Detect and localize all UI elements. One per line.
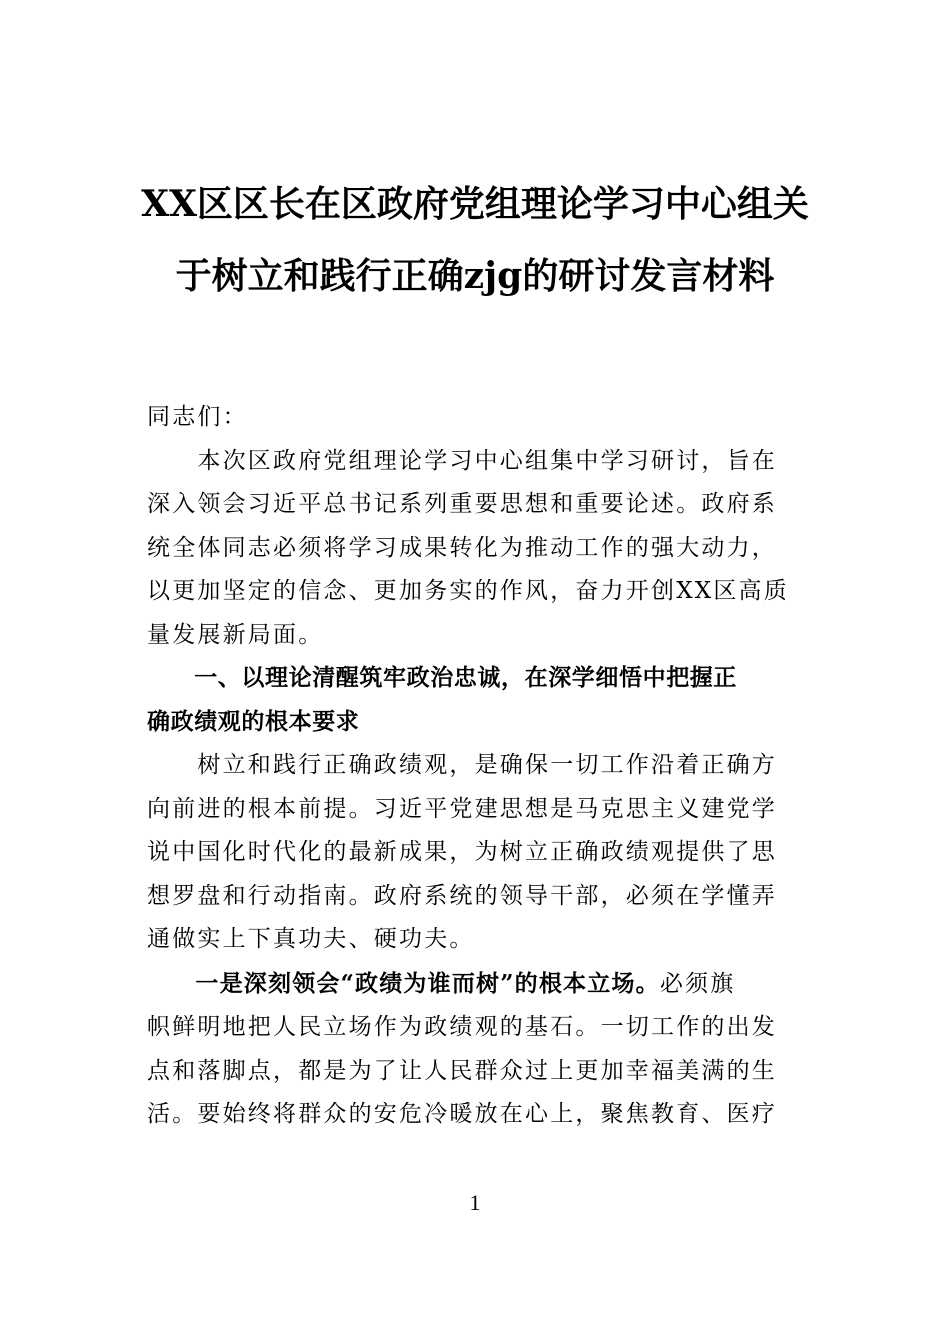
intro-line: 本次区政府党组理论学习中心组集中学习研讨，旨在 (147, 447, 777, 474)
section-heading-line: 确政绩观的根本要求 (147, 708, 360, 735)
salutation-text: 同志们： (147, 404, 248, 430)
section-line: 通做实上下真功夫、硬功夫。 (147, 926, 475, 952)
title-line-2: 于树立和践行正确zjg的研讨发言材料 (175, 255, 775, 297)
point-line: 帜鲜明地把人民立场作为政绩观的基石。一切工作的出发 (147, 1014, 777, 1040)
section-heading (147, 657, 807, 744)
point-paragraph (147, 962, 807, 1137)
intro-paragraph (147, 440, 807, 658)
salutation (147, 396, 807, 440)
point-line: 点和落脚点，都是为了让人民群众过上更加幸福美满的生 (147, 1057, 777, 1084)
section-heading-line: 一、以理论清醒筑牢政治忠诚，在深学细悟中把握正 (147, 665, 737, 691)
section-line: 想罗盘和行动指南。政府系统的领导干部，必须在学懂弄 (147, 882, 777, 909)
page-number: 1 (469, 1190, 481, 1215)
point-first-line (147, 962, 807, 1007)
section-line: 树立和践行正确政绩观，是确保一切工作沿着正确方 (147, 752, 777, 778)
intro-line: 量发展新局面。 (147, 621, 324, 648)
intro-line: 统全体同志必须将学习成果转化为推动工作的强大动力， (147, 534, 777, 561)
intro-line: 深入领会习近平总书记系列重要思想和重要论述。政府系 (147, 491, 777, 517)
section-paragraph (147, 744, 807, 962)
intro-line: 以更加坚定的信念、更加务实的作风，奋力开创XX区高质 (147, 578, 789, 604)
section-line: 说中国化时代化的最新成果，为树立正确政绩观提供了思 (147, 839, 777, 865)
title-line-1: XX区区长在区政府党组理论学习中心组关 (141, 183, 809, 225)
section-line: 向前进的根本前提。习近平党建思想是马克思主义建党学 (147, 795, 777, 822)
point-line: 活。要始终将群众的安危冷暖放在心上，聚焦教育、医疗 (147, 1101, 777, 1127)
point-lead-rest: 必须旗 (659, 970, 736, 997)
document-title (120, 168, 830, 312)
document-body (147, 396, 807, 1137)
point-lead: 一是深刻领会“政绩为谁而树”的根本立场。 (147, 969, 660, 997)
